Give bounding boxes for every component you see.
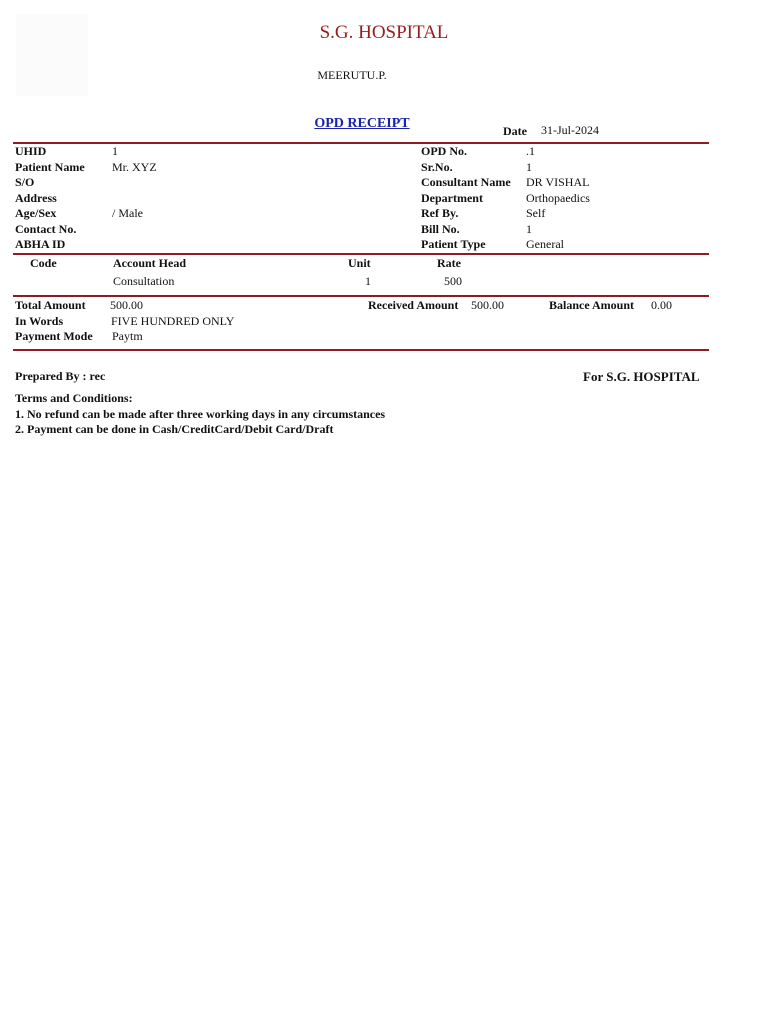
so-label: S/O bbox=[15, 175, 35, 189]
sr-no-label: Sr.No. bbox=[421, 160, 453, 174]
rate-header: Rate bbox=[437, 256, 461, 270]
payment-mode-label: Payment Mode bbox=[15, 329, 93, 343]
patient-type-value: General bbox=[526, 237, 564, 251]
received-amount-value: 500.00 bbox=[471, 298, 504, 312]
divider-footer bbox=[13, 349, 709, 351]
in-words-label: In Words bbox=[15, 314, 64, 328]
terms-title: Terms and Conditions: bbox=[15, 391, 133, 405]
bill-no-value: 1 bbox=[526, 222, 532, 236]
contact-label: Contact No. bbox=[15, 222, 77, 236]
age-sex-label: Age/Sex bbox=[15, 206, 57, 220]
received-amount-label: Received Amount bbox=[368, 298, 459, 312]
hospital-name: S.G. HOSPITAL bbox=[319, 22, 449, 43]
divider-totals bbox=[13, 295, 709, 297]
sr-no-value: 1 bbox=[526, 160, 532, 174]
balance-amount-value: 0.00 bbox=[651, 298, 672, 312]
hospital-city: MEERUTU.P. bbox=[317, 68, 387, 82]
ref-by-label: Ref By. bbox=[421, 206, 459, 220]
account-head-header: Account Head bbox=[113, 256, 186, 270]
bill-no-label: Bill No. bbox=[421, 222, 460, 236]
date-label: Date bbox=[503, 124, 527, 138]
ref-by-value: Self bbox=[526, 206, 546, 220]
patient-name-label: Patient Name bbox=[15, 160, 85, 174]
opd-no-label: OPD No. bbox=[421, 144, 467, 158]
consultant-label: Consultant Name bbox=[421, 175, 511, 189]
department-value: Orthopaedics bbox=[526, 191, 590, 205]
patient-name-value: Mr. XYZ bbox=[112, 160, 157, 174]
receipt-title: OPD RECEIPT bbox=[314, 116, 410, 131]
uhid-label: UHID bbox=[15, 144, 47, 158]
code-header: Code bbox=[30, 256, 57, 270]
opd-no-value: .1 bbox=[526, 144, 535, 158]
patient-type-label: Patient Type bbox=[421, 237, 486, 251]
address-label: Address bbox=[15, 191, 57, 205]
age-sex-value: / Male bbox=[112, 206, 143, 220]
unit-header: Unit bbox=[348, 256, 371, 270]
uhid-value: 1 bbox=[112, 144, 118, 158]
row-rate: 500 bbox=[444, 274, 462, 288]
row-unit: 1 bbox=[365, 274, 371, 288]
row-account-head: Consultation bbox=[113, 274, 175, 288]
payment-mode-value: Paytm bbox=[112, 329, 143, 343]
department-label: Department bbox=[421, 191, 483, 205]
for-hospital: For S.G. HOSPITAL bbox=[583, 369, 700, 384]
in-words-value: FIVE HUNDRED ONLY bbox=[111, 314, 235, 328]
prepared-by: Prepared By : rec bbox=[15, 369, 106, 383]
terms-item: 1. No refund can be made after three working days in any circumstances bbox=[15, 407, 386, 421]
total-amount-label: Total Amount bbox=[15, 298, 86, 312]
consultant-value: DR VISHAL bbox=[526, 175, 590, 189]
total-amount-value: 500.00 bbox=[110, 298, 143, 312]
terms-item: 2. Payment can be done in Cash/CreditCard/Debit Card/Draft bbox=[15, 422, 334, 436]
date-value: 31-Jul-2024 bbox=[541, 123, 599, 137]
balance-amount-label: Balance Amount bbox=[549, 298, 635, 312]
abha-label: ABHA ID bbox=[15, 237, 66, 251]
divider-charges bbox=[13, 253, 709, 255]
